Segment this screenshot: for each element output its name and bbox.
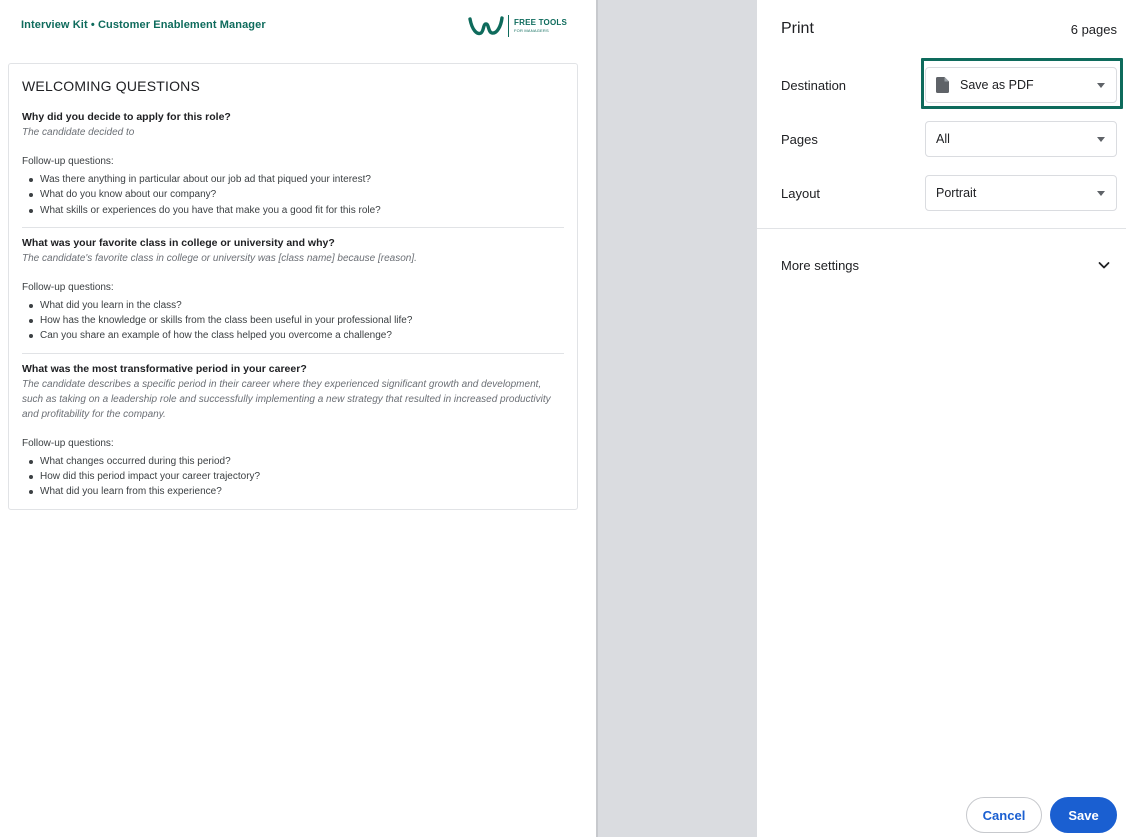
question-text: Why did you decide to apply for this role? xyxy=(22,111,231,123)
list-item: Can you share an example of how the class helped you overcome a challenge? xyxy=(22,328,564,343)
question-block xyxy=(22,227,564,353)
followup-label: Follow-up questions: xyxy=(22,437,114,449)
brand-logo xyxy=(468,12,567,40)
caret-down-icon xyxy=(1097,137,1105,142)
question-text: What was the most transformative period in your career? xyxy=(22,362,307,375)
brand-divider xyxy=(508,15,509,37)
list-item: What did you learn from this experience? xyxy=(22,484,564,499)
document-header xyxy=(21,12,567,40)
settings-divider xyxy=(757,228,1126,229)
more-settings-toggle[interactable] xyxy=(757,249,1126,281)
followup-label: Follow-up questions: xyxy=(22,156,114,167)
caret-down-icon xyxy=(1097,191,1105,196)
brand-logo-icon xyxy=(468,14,504,38)
pages-value: All xyxy=(936,132,950,146)
cancel-button[interactable]: Cancel xyxy=(966,797,1042,833)
answer-text: The candidate decided to xyxy=(22,127,135,138)
pages-label: Pages xyxy=(781,132,818,147)
followup-list xyxy=(22,454,564,500)
list-item: What skills or experiences do you have that make you a good fit for this role? xyxy=(22,203,564,218)
chevron-down-icon xyxy=(1096,257,1112,273)
caret-down-icon xyxy=(1097,83,1105,88)
more-settings-label: More settings xyxy=(781,258,860,273)
destination-select[interactable] xyxy=(925,67,1117,103)
destination-label: Destination xyxy=(781,78,847,93)
save-button[interactable]: Save xyxy=(1050,797,1117,833)
layout-label: Layout xyxy=(781,186,821,201)
preview-scroll-area[interactable] xyxy=(596,0,757,837)
question-block xyxy=(22,110,564,227)
brand-text-line1: FREE TOOLS xyxy=(514,18,567,27)
list-item: How did this period impact your career trajectory? xyxy=(22,469,564,484)
questions-card xyxy=(8,63,578,510)
page-count: 6 pages xyxy=(1070,22,1117,37)
list-item: What changes occurred during this period? xyxy=(22,454,564,469)
question-text: What was your favorite class in college or university and why? xyxy=(22,236,335,249)
brand-text-line2: FOR MANAGERS xyxy=(514,28,549,33)
followup-label: Follow-up questions: xyxy=(22,281,114,293)
pages-select[interactable] xyxy=(925,121,1117,157)
section-title: WELCOMING QUESTIONS xyxy=(22,78,201,94)
destination-value: Save as PDF xyxy=(960,78,1034,92)
answer-text: The candidate describes a specific period in their career where they experienced significant growth and development, such as taking on a leadership role and successfully implementing a new strategy that resulted in increased productivity and profitability for the company. xyxy=(22,378,551,420)
list-item: How has the knowledge or skills from the class been useful in your professional life? xyxy=(22,313,564,328)
list-item: What did you learn in the class? xyxy=(22,298,564,313)
document-icon xyxy=(936,77,949,93)
list-item: What do you know about our company? xyxy=(22,187,564,202)
question-block xyxy=(22,353,564,509)
panel-title: Print xyxy=(781,20,814,37)
brand-text xyxy=(514,19,567,33)
list-item: Was there anything in particular about our job ad that piqued your interest? xyxy=(22,172,564,187)
answer-text: The candidate's favorite class in college or university was [class name] because [reason]. xyxy=(22,252,417,264)
document-title: Interview Kit • Customer Enablement Manager xyxy=(21,19,266,31)
layout-select[interactable] xyxy=(925,175,1117,211)
print-settings-panel xyxy=(757,0,1126,837)
followup-list xyxy=(22,172,564,218)
layout-value: Portrait xyxy=(936,186,977,200)
followup-list xyxy=(22,298,564,344)
